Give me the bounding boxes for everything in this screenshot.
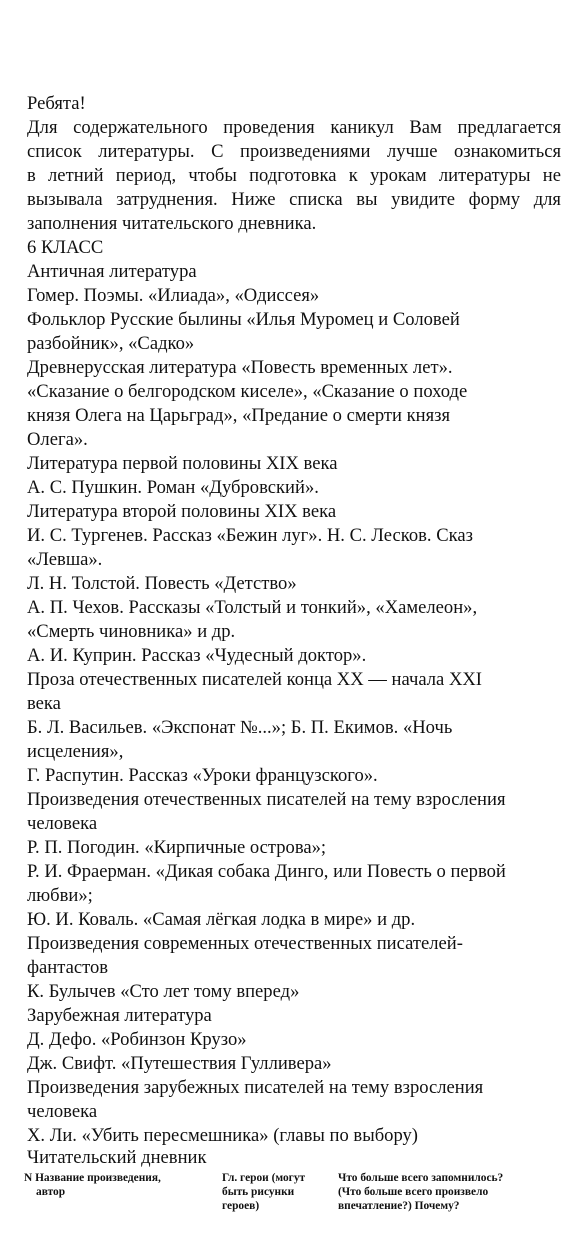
intro-line: вызывала затруднения. Ниже списка вы увидите форму для — [27, 189, 561, 210]
header-line: N Название произведения, — [24, 1172, 161, 1184]
header-line: (Что больше всего произвело — [338, 1186, 489, 1198]
list-line: А. П. Чехов. Рассказы «Толстый и тонкий», «Хамелеон», — [27, 597, 478, 618]
intro-line: список литературы. С произведениями лучше ознакомиться — [27, 141, 561, 162]
list-line: Древнерусская литература «Повесть временных лет». — [27, 357, 453, 378]
list-line: Зарубежная литература — [27, 1005, 212, 1026]
header-line: быть рисунки — [222, 1186, 295, 1198]
list-line: Д. Дефо. «Робинзон Крузо» — [27, 1029, 247, 1050]
list-line: И. С. Тургенев. Рассказ «Бежин луг». Н. С. Лесков. Сказ — [27, 525, 473, 546]
list-line: Р. П. Погодин. «Кирпичные острова»; — [27, 837, 327, 858]
list-line: А. С. Пушкин. Роман «Дубровский». — [27, 477, 319, 498]
list-line: «Левша». — [27, 549, 103, 570]
list-line: Г. Распутин. Рассказ «Уроки французского». — [27, 765, 378, 786]
list-line: Произведения зарубежных писателей на тему взросления — [27, 1077, 484, 1098]
intro-line: заполнения читательского дневника. — [27, 213, 317, 234]
list-line: Проза отечественных писателей конца XX — начала XXI — [27, 669, 482, 690]
list-line: «Сказание о белгородском киселе», «Сказание о походе — [27, 381, 468, 402]
list-line: Гомер. Поэмы. «Илиада», «Одиссея» — [27, 285, 320, 306]
header-line: Что больше всего запомнилось? — [338, 1172, 504, 1184]
list-line: «Смерть чиновника» и др. — [27, 621, 236, 642]
list-line: Античная литература — [27, 261, 197, 282]
list-line: Произведения отечественных писателей на тему взросления — [27, 789, 506, 810]
grade-heading: 6 КЛАСС — [27, 237, 104, 258]
column-header-heroes — [222, 1171, 305, 1213]
header-line: впечатление?) Почему? — [338, 1200, 460, 1212]
list-line: века — [27, 693, 61, 714]
list-line: князя Олега на Царьград», «Предание о смерти князя — [27, 405, 451, 426]
intro-line: в летний период, чтобы подготовка к урокам литературы не — [27, 165, 561, 186]
list-line: Литература первой половины XIX века — [27, 453, 338, 474]
list-line: человека — [27, 1101, 98, 1122]
list-line: Р. И. Фраерман. «Дикая собака Динго, или Повесть о первой — [27, 861, 506, 882]
header-line: Гл. герои (могут — [222, 1172, 306, 1184]
list-line: Олега». — [27, 429, 88, 450]
header-line: автор — [36, 1186, 66, 1198]
list-line: любви»; — [27, 885, 93, 906]
column-header-impressions — [338, 1171, 503, 1213]
list-line: Литература второй половины XIX века — [27, 501, 337, 522]
column-header-title — [24, 1171, 161, 1199]
intro-line: Для содержательного проведения каникул Вам предлагается — [27, 117, 561, 138]
list-line: исцеления», — [27, 741, 124, 762]
list-line: Ю. И. Коваль. «Самая лёгкая лодка в мире» и др. — [27, 909, 416, 930]
list-line: человека — [27, 813, 98, 834]
diary-title: Читательский дневник — [27, 1147, 207, 1168]
greeting: Ребята! — [27, 93, 86, 114]
list-line: Х. Ли. «Убить пересмешника» (главы по выбору) — [27, 1125, 418, 1146]
list-line: разбойник», «Садко» — [27, 333, 195, 354]
list-line: Дж. Свифт. «Путешествия Гулливера» — [27, 1053, 332, 1074]
header-line: героев) — [222, 1200, 260, 1212]
list-line: фантастов — [27, 957, 109, 978]
list-line: А. И. Куприн. Рассказ «Чудесный доктор». — [27, 645, 367, 666]
list-line: Б. Л. Васильев. «Экспонат №...»; Б. П. Екимов. «Ночь — [27, 717, 453, 738]
list-line: Фольклор Русские былины «Илья Муромец и Соловей — [27, 309, 460, 330]
list-line: К. Булычев «Сто лет тому вперед» — [27, 981, 300, 1002]
list-line: Произведения современных отечественных писателей- — [27, 933, 463, 954]
diary-table-header — [24, 1171, 564, 1231]
list-line: Л. Н. Толстой. Повесть «Детство» — [27, 573, 297, 594]
